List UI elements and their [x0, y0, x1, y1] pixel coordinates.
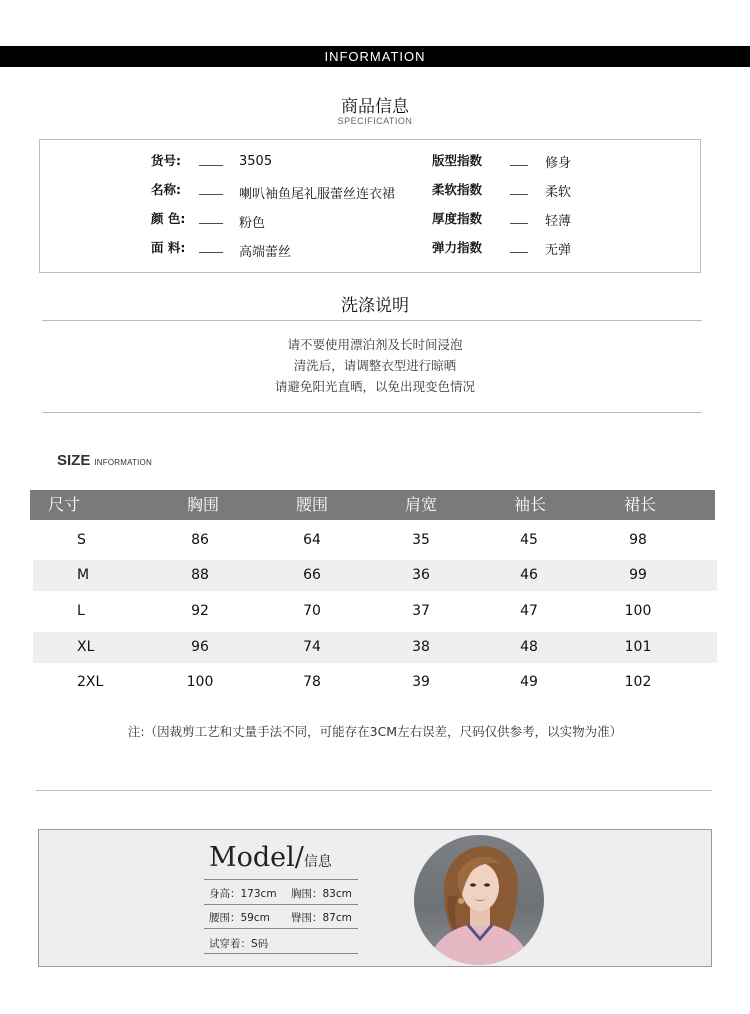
spec-label-color: 颜 色: — [151, 211, 186, 226]
header-shoulder: 肩宽 — [404, 495, 437, 514]
size-cell: XL — [77, 639, 95, 655]
care-line-3: 请避免阳光直晒，以免出现变色情况 — [274, 379, 475, 394]
spec-label-softness: 柔软指数 — [432, 182, 483, 197]
length-cell: 101 — [624, 639, 652, 655]
model-photo — [414, 835, 544, 965]
model-bust: 胸围：83cm — [291, 888, 352, 900]
spec-dash: ____ — [199, 210, 223, 224]
size-cell: 2XL — [77, 674, 104, 690]
waist-cell: 70 — [303, 603, 321, 619]
sleeve-cell: 49 — [520, 674, 538, 690]
model-title-cn: 信息 — [303, 854, 332, 870]
table-row — [33, 560, 717, 591]
spec-value-fit: 修身 — [545, 156, 572, 171]
waist-cell: 78 — [303, 674, 321, 690]
spec-dash: ____ — [199, 152, 223, 166]
spec-box — [39, 139, 701, 273]
spec-dash: ___ — [510, 152, 528, 166]
spec-value-softness: 柔软 — [545, 185, 572, 200]
model-info-box — [38, 829, 712, 967]
shoulder-cell: 35 — [412, 532, 430, 548]
model-height: 身高：173cm — [209, 888, 277, 900]
model-rule — [204, 953, 358, 954]
header-waist: 腰围 — [295, 495, 328, 514]
spec-value-color: 粉色 — [239, 216, 266, 231]
sleeve-cell: 45 — [520, 532, 538, 548]
length-cell: 102 — [624, 674, 652, 690]
model-hip: 臀围：87cm — [291, 912, 352, 924]
model-portrait-icon — [414, 835, 544, 965]
size-cell: M — [77, 567, 90, 583]
waist-cell: 66 — [303, 567, 321, 583]
table-row — [33, 525, 717, 556]
care-top-divider — [42, 320, 702, 321]
sleeve-cell: 48 — [520, 639, 538, 655]
shoulder-cell: 38 — [412, 639, 430, 655]
spec-label-thickness: 厚度指数 — [432, 211, 483, 226]
spec-title: 商品信息 — [341, 97, 409, 117]
header-size: 尺寸 — [48, 495, 81, 514]
waist-cell: 74 — [303, 639, 321, 655]
section-divider — [36, 790, 712, 791]
spec-label-sku: 货号: — [151, 153, 181, 168]
header-bust: 胸围 — [186, 495, 219, 514]
spec-label-elasticity: 弹力指数 — [432, 240, 483, 255]
sleeve-cell: 47 — [520, 603, 538, 619]
spec-subtitle: SPECIFICATION — [337, 116, 413, 126]
model-title-en: Model/ — [209, 842, 304, 873]
model-tried-size: 试穿着：S码 — [209, 938, 269, 950]
spec-dash: ___ — [510, 239, 528, 253]
spec-label-name: 名称: — [151, 182, 181, 197]
spec-value-elasticity: 无弹 — [545, 243, 572, 258]
header-length: 裙长 — [623, 495, 656, 514]
spec-label-fabric: 面 料: — [151, 240, 186, 255]
model-title-rule — [204, 879, 358, 880]
size-heading — [57, 452, 152, 469]
care-line-1: 请不要使用漂泊剂及长时间浸泡 — [287, 337, 463, 352]
table-row — [33, 596, 717, 627]
bust-cell: 86 — [191, 532, 209, 548]
spec-label-fit: 版型指数 — [432, 153, 483, 168]
shoulder-cell: 37 — [412, 603, 430, 619]
bust-cell: 88 — [191, 567, 209, 583]
spec-value-thickness: 轻薄 — [545, 214, 572, 229]
bust-cell: 96 — [191, 639, 209, 655]
table-row — [33, 667, 717, 698]
model-rule — [204, 904, 358, 905]
model-waist: 腰围：59cm — [209, 912, 270, 924]
waist-cell: 64 — [303, 532, 321, 548]
size-table-header — [30, 490, 715, 520]
size-heading-small: INFORMATION — [94, 458, 152, 467]
length-cell: 98 — [629, 532, 647, 548]
spec-value-sku: 3505 — [239, 154, 273, 169]
table-row — [33, 632, 717, 663]
length-cell: 99 — [629, 567, 647, 583]
care-bottom-divider — [42, 412, 702, 413]
size-note: 注:（因裁剪工艺和丈量手法不同，可能存在3CM左右误差，尺码仅供参考，以实物为准） — [127, 724, 623, 739]
bust-cell: 92 — [191, 603, 209, 619]
spec-dash: ____ — [199, 181, 223, 195]
model-title — [209, 842, 332, 873]
care-title: 洗涤说明 — [341, 296, 409, 316]
size-cell: L — [77, 603, 85, 619]
spec-dash: ___ — [510, 210, 528, 224]
shoulder-cell: 36 — [412, 567, 430, 583]
spec-value-name: 喇叭袖鱼尾礼服蕾丝连衣裙 — [239, 187, 396, 202]
model-rule — [204, 928, 358, 929]
size-heading-text: SIZE — [57, 452, 91, 469]
spec-dash: ___ — [510, 181, 528, 195]
bust-cell: 100 — [186, 674, 214, 690]
length-cell: 100 — [624, 603, 652, 619]
spec-value-fabric: 高端蕾丝 — [239, 245, 292, 260]
information-banner: INFORMATION — [0, 46, 750, 67]
size-cell: S — [77, 532, 86, 548]
sleeve-cell: 46 — [520, 567, 538, 583]
shoulder-cell: 39 — [412, 674, 430, 690]
header-sleeve: 袖长 — [513, 495, 546, 514]
care-line-2: 清洗后，请调整衣型进行晾晒 — [293, 358, 457, 373]
spec-dash: ____ — [199, 239, 223, 253]
